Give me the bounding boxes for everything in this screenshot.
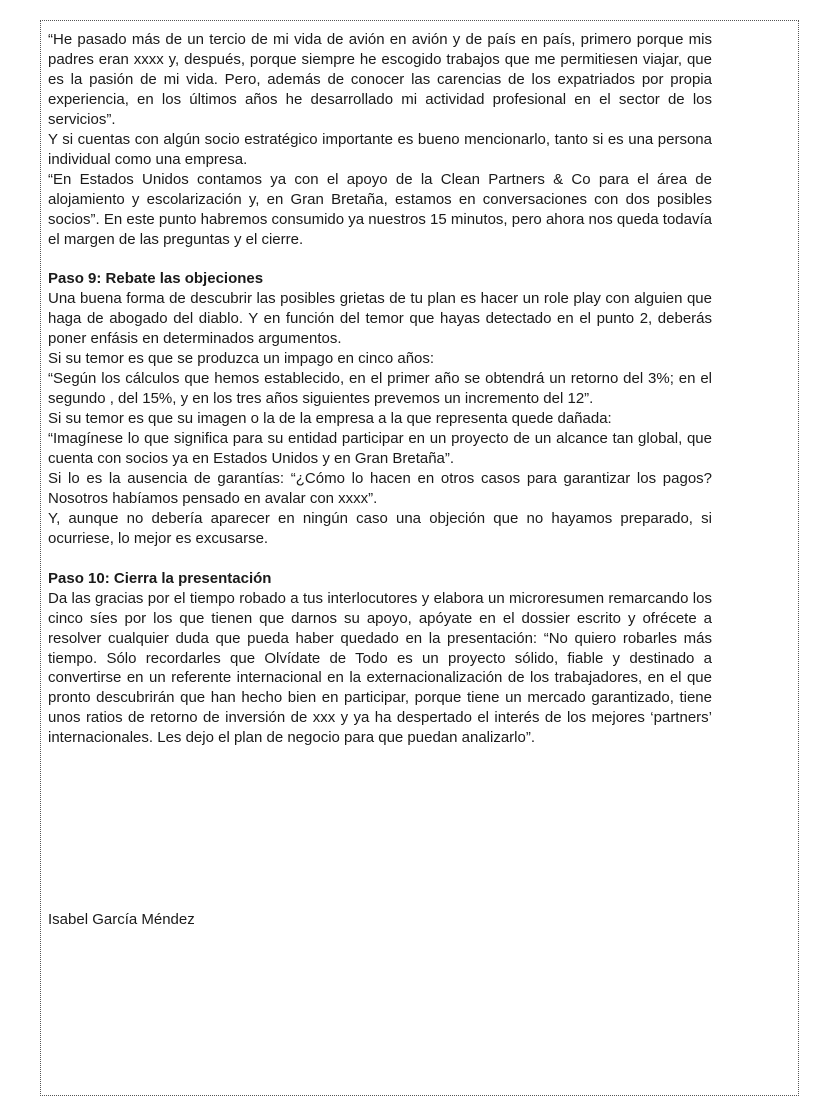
section-spacer [48, 549, 712, 569]
step10-paragraph-1: Da las gracias por el tiempo robado a tus interlocutores y elabora un microresumen remarcando los cinco síes por los que tienen que darnos su apoyo, apóyate en el dossier escrito y ofrécete a resolver cualquier duda que pueda haber quedado en la presentación: “No quiero robarles más tiempo. Sólo recordarles que Olvídate de Todo es un proyecto sólido, fiable y destinado a convertirse en un referente internacional en la externacionalización de los trabajadores, en el que pronto descubrirán que han hecho bien en participar, porque tiene un mercado garantizado, tiene unos ratios de retorno de inversión de xxx y ya ha despertado el interés de los mejores ‘partners’ internacionales. Les dejo el plan de negocio para que puedan analizarlo”. [48, 589, 712, 747]
document-body [48, 30, 712, 748]
step9-paragraph-6: Si lo es la ausencia de garantías: “¿Cómo lo hacen en otros casos para garantizar los pagos? Nosotros habíamos pensado en avalar con xxxx”. [48, 469, 712, 507]
intro-paragraph-2: Y si cuentas con algún socio estratégico importante es bueno mencionarlo, tanto si es una persona individual como una empresa. [48, 130, 712, 168]
step9-paragraph-1: Una buena forma de descubrir las posibles grietas de tu plan es hacer un role play con alguien que haga de abogado del diablo. Y en función del temor que hayas detectado en el punto 2, deberás poner enfásis en determinados argumentos. [48, 290, 712, 348]
intro-paragraph-1: “He pasado más de un tercio de mi vida de avión en avión y de país en país, primero porque mis padres eran xxxx y, después, porque siempre he escogido trabajos que me permitiesen viajar, que es la pasión de mi vida. Pero, además de conocer las carencias de los expatriados por propia experiencia, en los últimos años he desarrollado mi actividad profesional en el sector de los servicios”. [48, 31, 712, 128]
step9-paragraph-7: Y, aunque no debería aparecer en ningún caso una objeción que no hayamos preparado, si ocurriese, lo mejor es excusarse. [48, 509, 712, 547]
step9-paragraph-4: Si su temor es que su imagen o la de la empresa a la que representa quede dañada: [48, 410, 612, 428]
step9-paragraph-3: “Según los cálculos que hemos establecido, en el primer año se obtendrá un retorno del 3%; en el segundo , del 15%, y en los tres años siguientes prevemos un incremento del 12”. [48, 370, 712, 408]
step9-paragraph-5: “Imagínese lo que significa para su entidad participar en un proyecto de un alcance tan global, que cuenta con socios ya en Estados Unidos y en Gran Bretaña”. [48, 430, 712, 467]
step9-heading: Paso 9: Rebate las objeciones [48, 270, 264, 288]
step9-paragraph-2: Si su temor es que se produzca un impago en cinco años: [48, 350, 435, 368]
section-spacer [48, 249, 712, 269]
step10-heading: Paso 10: Cierra la presentación [48, 569, 272, 587]
author-signature: Isabel García Méndez [48, 911, 195, 928]
intro-paragraph-3: “En Estados Unidos contamos ya con el apoyo de la Clean Partners & Co para el área de alojamiento y escolarización y, en Gran Bretaña, estamos en conversaciones con dos posibles socios”. En este punto habremos consumido ya nuestros 15 minutos, pero ahora nos queda todavía el margen de las preguntas y el cierre. [48, 170, 712, 248]
